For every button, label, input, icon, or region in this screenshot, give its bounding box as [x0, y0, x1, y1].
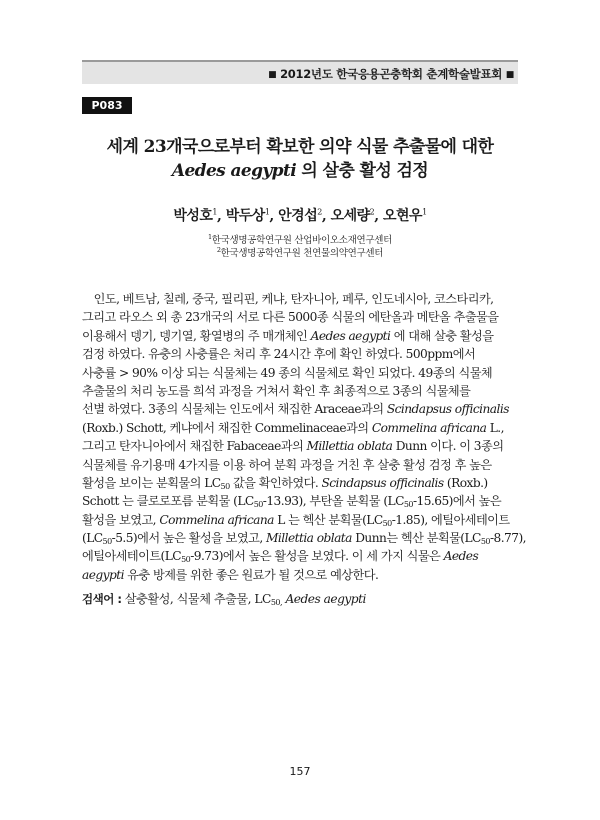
title-line-2: [82, 156, 518, 181]
abstract-body: [82, 290, 526, 584]
species-name: Commelina africana: [159, 512, 274, 527]
author-name: 박두상: [225, 208, 265, 224]
lc-subscript: 50: [403, 500, 413, 510]
header-bullet-left: ■: [268, 70, 277, 80]
abstract-text: 인도, 베트남, 칠레, 중국, 필리핀, 케냐, 탄자니아, 페루, 인도네시아, 코스타리카,: [93, 292, 494, 306]
abstract-text: L 는 헥산 분획물(LC: [273, 512, 383, 527]
species-name: Millettia oblata: [265, 531, 352, 546]
affiliation-number: 2: [216, 246, 221, 254]
abstract-line: [82, 290, 518, 308]
author-name: 오세량: [330, 208, 370, 224]
header-bullet-right: ■: [505, 70, 514, 80]
affiliation-2: [82, 244, 518, 260]
author-affiliation-mark: 2: [317, 207, 322, 217]
title-line-1: 세계 23개국으로부터 확보한 의약 식물 추출물에 대한: [106, 137, 494, 157]
conference-header: [82, 60, 518, 84]
abstract-text: (Roxb.): [443, 475, 488, 490]
affiliation-text: 한국생명공학연구원 천연물의약연구센터: [220, 248, 384, 260]
abstract-line: [82, 492, 518, 510]
abstract-line: [82, 400, 518, 418]
lc-subscript: 50: [253, 500, 263, 510]
abstract-text: -1.85), 에틸아세테이트: [391, 512, 510, 527]
title-species: Aedes aegypti: [171, 161, 297, 181]
abstract-text: 활성을 보였고,: [82, 512, 160, 527]
abstract-line: [82, 529, 526, 547]
species-name: Aedes aegypti: [310, 328, 391, 343]
page-number: 157: [289, 765, 311, 778]
abstract-text: 값을 확인하였다.: [229, 475, 322, 490]
affiliation-number: 1: [207, 233, 212, 241]
author-affiliation-mark: 2: [369, 207, 375, 217]
species-name: aegypti: [82, 567, 124, 582]
title-line-2-rest: 의 살충 활성 검정: [296, 161, 429, 181]
author-separator: ,: [269, 208, 279, 224]
author-affiliation-mark: 1: [212, 207, 217, 217]
author-list: [82, 205, 518, 225]
abstract-line: [82, 419, 518, 437]
abstract-line: 추출물의 처리 농도를 희석 과정을 거쳐서 확인 후 최종적으로 3종의 식물체를: [82, 383, 471, 398]
abstract-text: -5.5)에서 높은 활성을 보였고,: [111, 531, 266, 546]
keywords-label: 검색어 :: [82, 592, 122, 606]
abstract-line: [82, 437, 518, 455]
abstract-text: -9.73)에서 높은 활성을 보였다. 이 세 가지 식물은: [190, 549, 444, 564]
abstract-text: 유충 방제를 위한 좋은 원료가 될 것으로 예상한다.: [123, 567, 379, 582]
abstract-text: 에 대해 살충 활성을: [390, 328, 494, 343]
abstract-text: -15.65)에서 높은: [412, 494, 502, 509]
abstract-text: (LC: [82, 531, 103, 546]
keywords-species: Aedes aegypti: [285, 592, 366, 606]
author-name: 안경섭: [278, 208, 318, 224]
lc-subscript: 50: [220, 481, 230, 491]
abstract-text: -13.93), 부탄올 분획물 (LC: [262, 494, 404, 509]
species-name: Millettia oblata: [306, 439, 393, 454]
species-name: Scindapsus officinalis: [321, 475, 444, 490]
lc-subscript: 50: [181, 555, 191, 565]
abstract-text: Dunn는 헥산 분획물(LC: [351, 531, 481, 546]
abstract-line: [82, 474, 518, 492]
conference-header-text: 2012년도 한국응용곤충학회 춘계학술발표회: [280, 67, 503, 81]
abstract-text: 선별 하였다. 3종의 식물체는 인도에서 채집한 Araceae과의: [82, 402, 387, 417]
abstract-line: 검정 하였다. 유충의 사충률은 처리 후 24시간 후에 확인 하였다. 500ppm에서: [82, 347, 476, 362]
author-name: 박성호: [173, 208, 213, 224]
species-name: Commelina africana: [371, 420, 487, 435]
abstract-text: L.,: [486, 420, 504, 435]
abstract-line: [82, 547, 518, 565]
abstract-line: [82, 327, 518, 345]
abstract-text: 이용해서 뎅기, 뎅기열, 황열병의 주 매개체인: [82, 328, 311, 343]
abstract-line: 사충률 > 90% 이상 되는 식물체는 49 종의 식물체로 확인 되었다. 49종의 식물체: [82, 365, 493, 380]
abstract-text: 활성을 보이는 분획물의 LC: [82, 475, 221, 490]
abstract-text: (Roxb.) Schott, 케냐에서 채집한 Commelinaceae과의: [82, 420, 372, 435]
abstract-text: 에틸아세테이트(LC: [82, 549, 182, 564]
author-separator: ,: [374, 208, 383, 224]
lc-subscript: 50,: [270, 598, 283, 607]
author-name: 오현우: [383, 208, 423, 224]
poster-id-badge: P083: [82, 97, 132, 114]
keywords-line: [82, 590, 518, 607]
author-separator: ,: [321, 208, 331, 224]
author-separator: ,: [216, 208, 226, 224]
species-name: Aedes: [443, 549, 479, 564]
lc-subscript: 50: [102, 537, 112, 547]
species-name: Scindapsus officinalis: [386, 402, 509, 417]
abstract-text: Schott 는 클로로포름 분획물 (LC: [82, 494, 254, 509]
abstract-text: Dunn 이다. 이 3종의: [392, 439, 504, 454]
author-affiliation-mark: 1: [264, 207, 270, 217]
abstract-line: 그리고 라오스 외 총 23개국의 서로 다른 5000종 식물의 에탄올과 메탄올 추출물을: [82, 310, 499, 325]
abstract-text: 그리고 탄자니아에서 채집한 Fabaceae과의: [82, 439, 307, 454]
abstract-text: -8.77),: [489, 531, 526, 546]
abstract-line: 식물체를 유기용매 4가지를 이용 하여 분획 과정을 거친 후 살충 활성 검정 후 높은: [82, 457, 492, 472]
abstract-line: [82, 511, 518, 529]
lc-subscript: 50: [480, 537, 490, 547]
keywords-text: 살충활성, 식물체 추출물, LC: [121, 592, 271, 606]
affiliation-text: 한국생명공학연구원 산업바이오소재연구센터: [211, 235, 393, 247]
abstract-line: [82, 566, 518, 584]
lc-subscript: 50: [382, 518, 392, 528]
author-affiliation-mark: 1: [422, 207, 427, 217]
